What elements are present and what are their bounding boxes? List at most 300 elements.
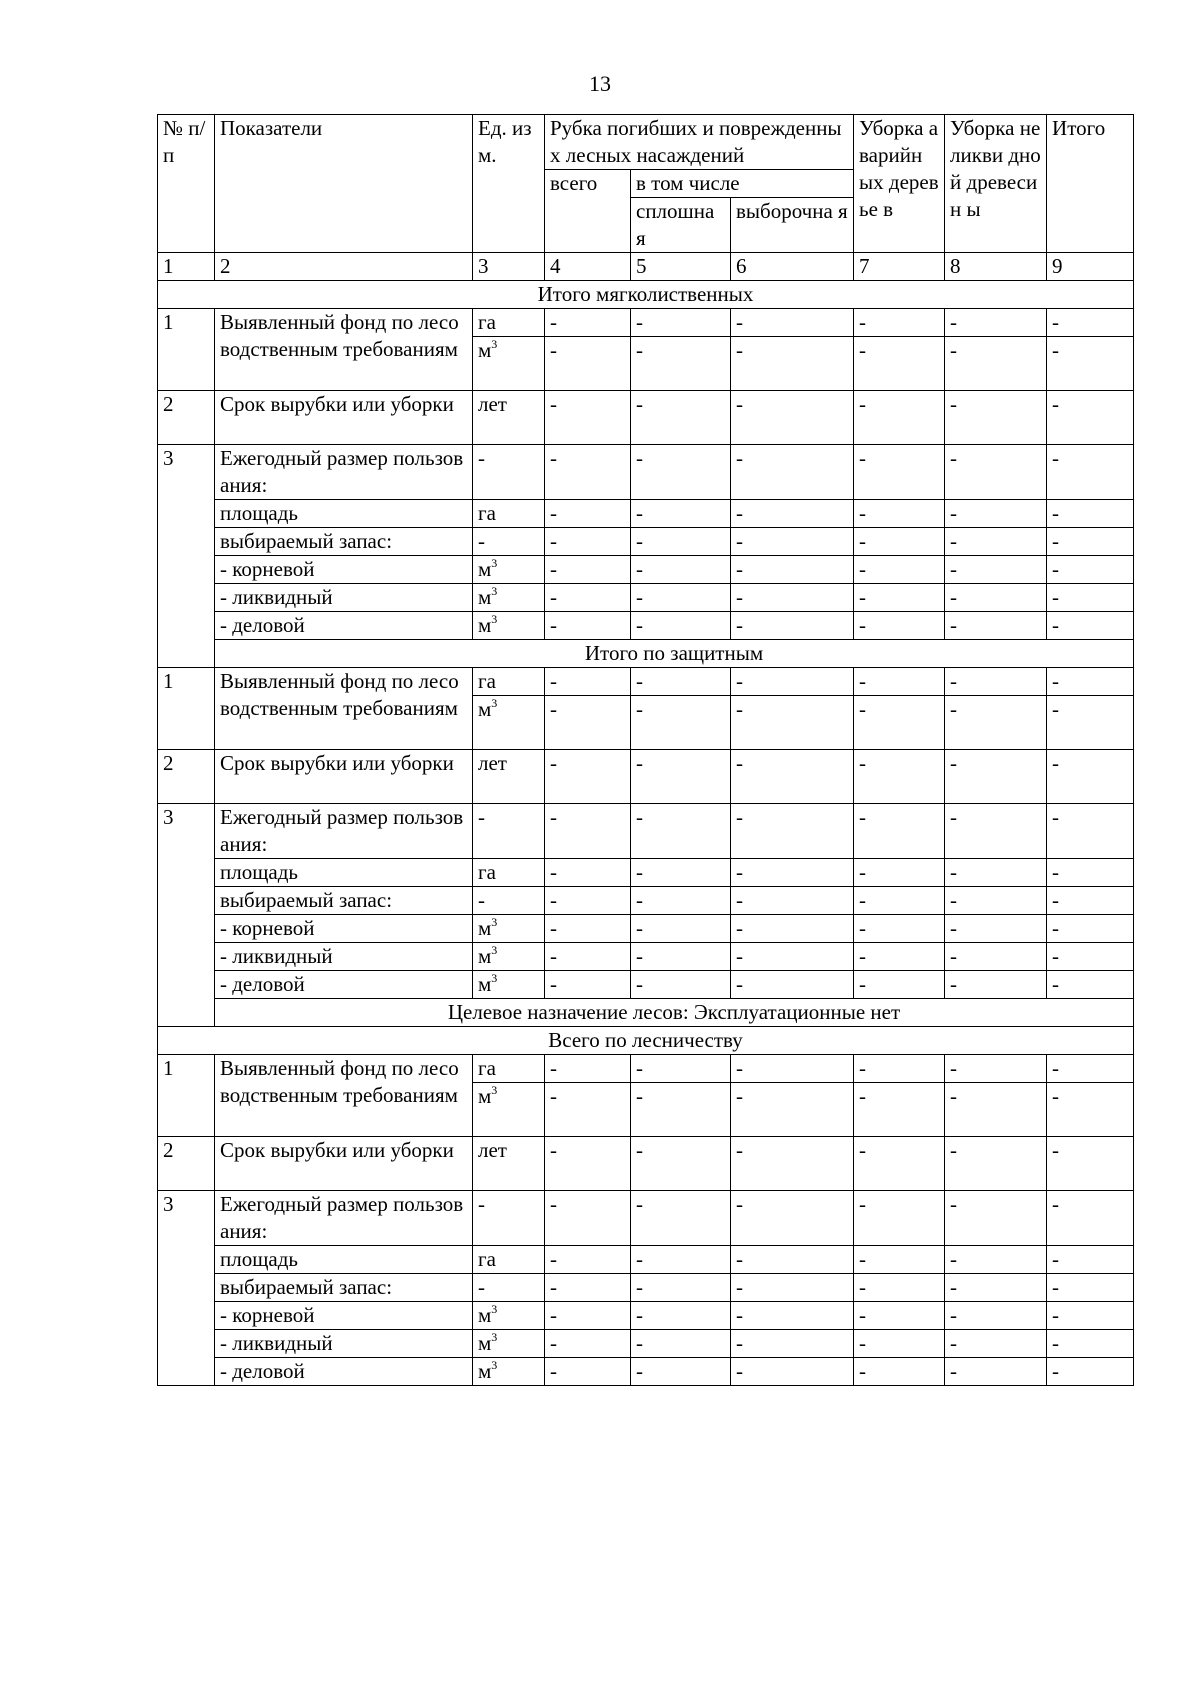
header-emergency: Уборка аварийн ых деревье в [854, 115, 945, 253]
unit-cell [473, 584, 545, 612]
row-label: Выявленный фонд по лесоводственным требованиям [215, 668, 473, 750]
value-cell: - [854, 584, 945, 612]
value-cell: - [1047, 584, 1134, 612]
unit-m: м [478, 697, 492, 721]
header-illiquid: Уборка неликви дной древесин ы [945, 115, 1047, 253]
unit-m: м [478, 585, 492, 609]
value-cell: - [545, 1330, 631, 1358]
value-cell: - [1047, 528, 1134, 556]
value-cell: - [545, 556, 631, 584]
header-unit: Ед. изм. [473, 115, 545, 253]
value-cell: - [545, 887, 631, 915]
section-title-row [158, 640, 1134, 668]
superscript-3: 3 [491, 1083, 498, 1097]
value-cell: - [1047, 1330, 1134, 1358]
row-label: Ежегодный размер пользования: [215, 1191, 473, 1246]
row-label: - деловой [215, 1358, 473, 1386]
value-cell: - [945, 804, 1047, 859]
value-cell: - [631, 1246, 731, 1274]
value-cell: - [854, 1274, 945, 1302]
value-cell: - [545, 971, 631, 999]
value-cell: - [854, 1137, 945, 1191]
value-cell: - [731, 1191, 854, 1246]
unit-m: м [478, 944, 492, 968]
col-number: 2 [215, 253, 473, 281]
header-clear: сплошна я [631, 198, 731, 253]
forest-use-table [157, 114, 1134, 1386]
value-cell: - [731, 804, 854, 859]
table-row [158, 750, 1134, 804]
page-number: 13 [589, 71, 611, 96]
value-cell: - [945, 1274, 1047, 1302]
value-cell: - [731, 668, 854, 696]
value-cell: - [945, 500, 1047, 528]
col-number: 5 [631, 253, 731, 281]
row-label: Срок вырубки или уборки [215, 1137, 473, 1191]
row-label: - корневой [215, 915, 473, 943]
note-row [158, 999, 1134, 1027]
value-cell: - [854, 528, 945, 556]
row-label: - корневой [215, 1302, 473, 1330]
value-cell: - [631, 1083, 731, 1137]
value-cell: - [731, 337, 854, 391]
value-cell: - [854, 804, 945, 859]
unit-cell: га [473, 668, 545, 696]
value-cell: - [631, 500, 731, 528]
row-label: Ежегодный размер пользования: [215, 445, 473, 500]
value-cell: - [545, 391, 631, 445]
value-cell: - [945, 1246, 1047, 1274]
value-cell: - [1047, 696, 1134, 750]
value-cell: - [945, 696, 1047, 750]
column-numbers-row [158, 253, 1134, 281]
value-cell: - [631, 445, 731, 500]
value-cell: - [854, 1191, 945, 1246]
superscript-3: 3 [491, 943, 498, 957]
row-label: выбираемый запас: [215, 887, 473, 915]
row-number: 2 [158, 391, 215, 445]
value-cell: - [945, 1358, 1047, 1386]
section-title: Итого мягколиственных [158, 281, 1134, 309]
unit-cell [473, 1358, 545, 1386]
value-cell: - [945, 337, 1047, 391]
value-cell: - [1047, 556, 1134, 584]
row-label: - ликвидный [215, 584, 473, 612]
table-row [158, 804, 1134, 859]
col-number: 6 [731, 253, 854, 281]
unit-m: м [478, 557, 492, 581]
table-row [158, 309, 1134, 337]
value-cell: - [854, 915, 945, 943]
table-row [158, 887, 1134, 915]
value-cell: - [1047, 1358, 1134, 1386]
value-cell: - [945, 668, 1047, 696]
value-cell: - [545, 1083, 631, 1137]
value-cell: - [854, 668, 945, 696]
row-number: 2 [158, 750, 215, 804]
header-num: № п/п [158, 115, 215, 253]
value-cell: - [631, 612, 731, 640]
unit-m: м [478, 972, 492, 996]
value-cell: - [945, 1137, 1047, 1191]
value-cell: - [1047, 612, 1134, 640]
value-cell: - [945, 750, 1047, 804]
value-cell: - [731, 612, 854, 640]
value-cell: - [731, 887, 854, 915]
value-cell: - [631, 887, 731, 915]
row-label: выбираемый запас: [215, 1274, 473, 1302]
row-label: площадь [215, 500, 473, 528]
superscript-3: 3 [491, 612, 498, 626]
value-cell: - [945, 612, 1047, 640]
unit-m: м [478, 1084, 492, 1108]
table-row [158, 445, 1134, 500]
col-number: 4 [545, 253, 631, 281]
value-cell: - [631, 804, 731, 859]
value-cell: - [854, 612, 945, 640]
value-cell: - [631, 584, 731, 612]
superscript-3: 3 [491, 696, 498, 710]
value-cell: - [1047, 445, 1134, 500]
value-cell: - [945, 859, 1047, 887]
value-cell: - [854, 750, 945, 804]
value-cell: - [1047, 804, 1134, 859]
section-title-row [158, 1027, 1134, 1055]
value-cell: - [545, 750, 631, 804]
row-label: - ликвидный [215, 1330, 473, 1358]
table-row [158, 500, 1134, 528]
value-cell: - [545, 612, 631, 640]
value-cell: - [854, 696, 945, 750]
value-cell: - [731, 1302, 854, 1330]
section-title: Всего по лесничеству [158, 1027, 1134, 1055]
value-cell: - [631, 696, 731, 750]
col-number: 8 [945, 253, 1047, 281]
value-cell: - [731, 500, 854, 528]
value-cell: - [545, 500, 631, 528]
unit-cell: га [473, 500, 545, 528]
value-cell: - [945, 943, 1047, 971]
unit-cell: га [473, 1246, 545, 1274]
value-cell: - [854, 556, 945, 584]
value-cell: - [631, 528, 731, 556]
value-cell: - [631, 750, 731, 804]
value-cell: - [1047, 750, 1134, 804]
superscript-3: 3 [491, 556, 498, 570]
value-cell: - [731, 750, 854, 804]
unit-m: м [478, 1303, 492, 1327]
value-cell: - [545, 337, 631, 391]
value-cell: - [631, 971, 731, 999]
table-row [158, 1246, 1134, 1274]
unit-cell [473, 943, 545, 971]
value-cell: - [945, 887, 1047, 915]
value-cell: - [1047, 1137, 1134, 1191]
value-cell: - [945, 971, 1047, 999]
value-cell: - [945, 915, 1047, 943]
header-including: в том числе [631, 170, 854, 198]
value-cell: - [631, 337, 731, 391]
unit-cell: га [473, 1055, 545, 1083]
value-cell: - [545, 696, 631, 750]
value-cell: - [1047, 1274, 1134, 1302]
value-cell: - [945, 1055, 1047, 1083]
value-cell: - [545, 943, 631, 971]
value-cell: - [1047, 1191, 1134, 1246]
table-row [158, 943, 1134, 971]
superscript-3: 3 [491, 584, 498, 598]
header-selective: выборочна я [731, 198, 854, 253]
value-cell: - [945, 556, 1047, 584]
value-cell: - [854, 1055, 945, 1083]
value-cell: - [1047, 309, 1134, 337]
table-row [158, 859, 1134, 887]
unit-cell [473, 915, 545, 943]
col-number: 1 [158, 253, 215, 281]
unit-cell: - [473, 445, 545, 500]
row-label: Выявленный фонд по лесоводственным требованиям [215, 309, 473, 391]
value-cell: - [1047, 859, 1134, 887]
table-row [158, 1137, 1134, 1191]
row-label: Ежегодный размер пользования: [215, 804, 473, 859]
unit-cell: га [473, 859, 545, 887]
value-cell: - [854, 1358, 945, 1386]
superscript-3: 3 [491, 1358, 498, 1372]
superscript-3: 3 [491, 1330, 498, 1344]
unit-m: м [478, 613, 492, 637]
value-cell: - [731, 391, 854, 445]
value-cell: - [854, 1083, 945, 1137]
unit-cell: - [473, 1274, 545, 1302]
value-cell: - [631, 915, 731, 943]
value-cell: - [854, 971, 945, 999]
row-number: 3 [158, 445, 215, 668]
value-cell: - [631, 1137, 731, 1191]
row-number: 3 [158, 804, 215, 1027]
value-cell: - [545, 804, 631, 859]
table-row [158, 1191, 1134, 1246]
value-cell: - [1047, 887, 1134, 915]
row-label: - деловой [215, 612, 473, 640]
value-cell: - [545, 1137, 631, 1191]
row-label: Выявленный фонд по лесоводственным требованиям [215, 1055, 473, 1137]
row-label: Срок вырубки или уборки [215, 750, 473, 804]
value-cell: - [545, 915, 631, 943]
value-cell: - [945, 528, 1047, 556]
unit-m: м [478, 338, 492, 362]
header-row-1 [158, 115, 1134, 170]
value-cell: - [631, 556, 731, 584]
value-cell: - [854, 445, 945, 500]
unit-cell: - [473, 528, 545, 556]
unit-cell [473, 1302, 545, 1330]
value-cell: - [854, 859, 945, 887]
value-cell: - [731, 1137, 854, 1191]
superscript-3: 3 [491, 915, 498, 929]
row-label: - корневой [215, 556, 473, 584]
table-row [158, 584, 1134, 612]
value-cell: - [631, 1302, 731, 1330]
row-number: 1 [158, 309, 215, 391]
section-title: Итого по защитным [215, 640, 1134, 668]
value-cell: - [731, 584, 854, 612]
value-cell: - [731, 1083, 854, 1137]
value-cell: - [945, 1191, 1047, 1246]
value-cell: - [631, 859, 731, 887]
row-label: площадь [215, 1246, 473, 1274]
header-total-cut: всего [545, 170, 631, 253]
value-cell: - [545, 1055, 631, 1083]
value-cell: - [945, 584, 1047, 612]
value-cell: - [545, 445, 631, 500]
table-row [158, 391, 1134, 445]
row-label: - деловой [215, 971, 473, 999]
value-cell: - [1047, 1083, 1134, 1137]
value-cell: - [1047, 1246, 1134, 1274]
unit-cell [473, 337, 545, 391]
value-cell: - [631, 1274, 731, 1302]
unit-cell [473, 556, 545, 584]
value-cell: - [631, 1055, 731, 1083]
unit-cell: лет [473, 750, 545, 804]
value-cell: - [631, 1330, 731, 1358]
unit-cell: - [473, 804, 545, 859]
value-cell: - [945, 1302, 1047, 1330]
header-cutting-group: Рубка погибших и поврежденных лесных насаждений [545, 115, 854, 170]
unit-m: м [478, 916, 492, 940]
row-number: 1 [158, 1055, 215, 1137]
value-cell: - [945, 445, 1047, 500]
value-cell: - [945, 391, 1047, 445]
exploitation-note: Целевое назначение лесов: Эксплуатационные нет [215, 999, 1134, 1027]
value-cell: - [731, 1274, 854, 1302]
value-cell: - [1047, 668, 1134, 696]
value-cell: - [854, 1246, 945, 1274]
value-cell: - [1047, 337, 1134, 391]
value-cell: - [631, 309, 731, 337]
superscript-3: 3 [491, 971, 498, 985]
value-cell: - [631, 668, 731, 696]
value-cell: - [545, 1302, 631, 1330]
value-cell: - [854, 943, 945, 971]
value-cell: - [945, 1330, 1047, 1358]
unit-m: м [478, 1359, 492, 1383]
row-label: - ликвидный [215, 943, 473, 971]
table-row [158, 1330, 1134, 1358]
table-row [158, 1358, 1134, 1386]
row-number: 3 [158, 1191, 215, 1386]
value-cell: - [731, 859, 854, 887]
unit-cell [473, 696, 545, 750]
unit-cell [473, 612, 545, 640]
value-cell: - [854, 1330, 945, 1358]
value-cell: - [545, 1274, 631, 1302]
col-number: 3 [473, 253, 545, 281]
header-itogo: Итого [1047, 115, 1134, 253]
value-cell: - [854, 309, 945, 337]
value-cell: - [731, 1055, 854, 1083]
value-cell: - [1047, 943, 1134, 971]
unit-m: м [478, 1331, 492, 1355]
value-cell: - [854, 1302, 945, 1330]
value-cell: - [731, 696, 854, 750]
row-number: 2 [158, 1137, 215, 1191]
table-row [158, 528, 1134, 556]
table-row [158, 668, 1134, 696]
superscript-3: 3 [491, 1302, 498, 1316]
value-cell: - [731, 943, 854, 971]
value-cell: - [1047, 391, 1134, 445]
row-label: выбираемый запас: [215, 528, 473, 556]
value-cell: - [854, 337, 945, 391]
table-row [158, 971, 1134, 999]
unit-cell [473, 971, 545, 999]
table-row [158, 1302, 1134, 1330]
table-row [158, 612, 1134, 640]
value-cell: - [1047, 1055, 1134, 1083]
unit-cell [473, 1083, 545, 1137]
value-cell: - [1047, 971, 1134, 999]
unit-cell: - [473, 1191, 545, 1246]
table-row [158, 1055, 1134, 1083]
table-row [158, 915, 1134, 943]
value-cell: - [545, 528, 631, 556]
value-cell: - [731, 445, 854, 500]
value-cell: - [545, 309, 631, 337]
table-row [158, 556, 1134, 584]
table-row [158, 1274, 1134, 1302]
unit-cell: лет [473, 1137, 545, 1191]
row-label: Срок вырубки или уборки [215, 391, 473, 445]
value-cell: - [545, 859, 631, 887]
value-cell: - [545, 1358, 631, 1386]
value-cell: - [731, 1246, 854, 1274]
value-cell: - [631, 1358, 731, 1386]
value-cell: - [631, 943, 731, 971]
unit-cell: га [473, 309, 545, 337]
value-cell: - [854, 887, 945, 915]
value-cell: - [731, 556, 854, 584]
unit-cell: лет [473, 391, 545, 445]
value-cell: - [545, 668, 631, 696]
value-cell: - [854, 391, 945, 445]
value-cell: - [545, 1191, 631, 1246]
value-cell: - [731, 1330, 854, 1358]
value-cell: - [1047, 915, 1134, 943]
value-cell: - [545, 584, 631, 612]
value-cell: - [731, 528, 854, 556]
value-cell: - [945, 1083, 1047, 1137]
unit-cell [473, 1330, 545, 1358]
value-cell: - [1047, 500, 1134, 528]
unit-cell: - [473, 887, 545, 915]
row-number: 1 [158, 668, 215, 750]
value-cell: - [854, 500, 945, 528]
col-number: 7 [854, 253, 945, 281]
value-cell: - [631, 1191, 731, 1246]
section-title-row [158, 281, 1134, 309]
value-cell: - [631, 391, 731, 445]
superscript-3: 3 [491, 337, 498, 351]
value-cell: - [731, 971, 854, 999]
value-cell: - [545, 1246, 631, 1274]
value-cell: - [945, 309, 1047, 337]
value-cell: - [731, 915, 854, 943]
header-indicator: Показатели [215, 115, 473, 253]
value-cell: - [731, 1358, 854, 1386]
value-cell: - [1047, 1302, 1134, 1330]
value-cell: - [731, 309, 854, 337]
